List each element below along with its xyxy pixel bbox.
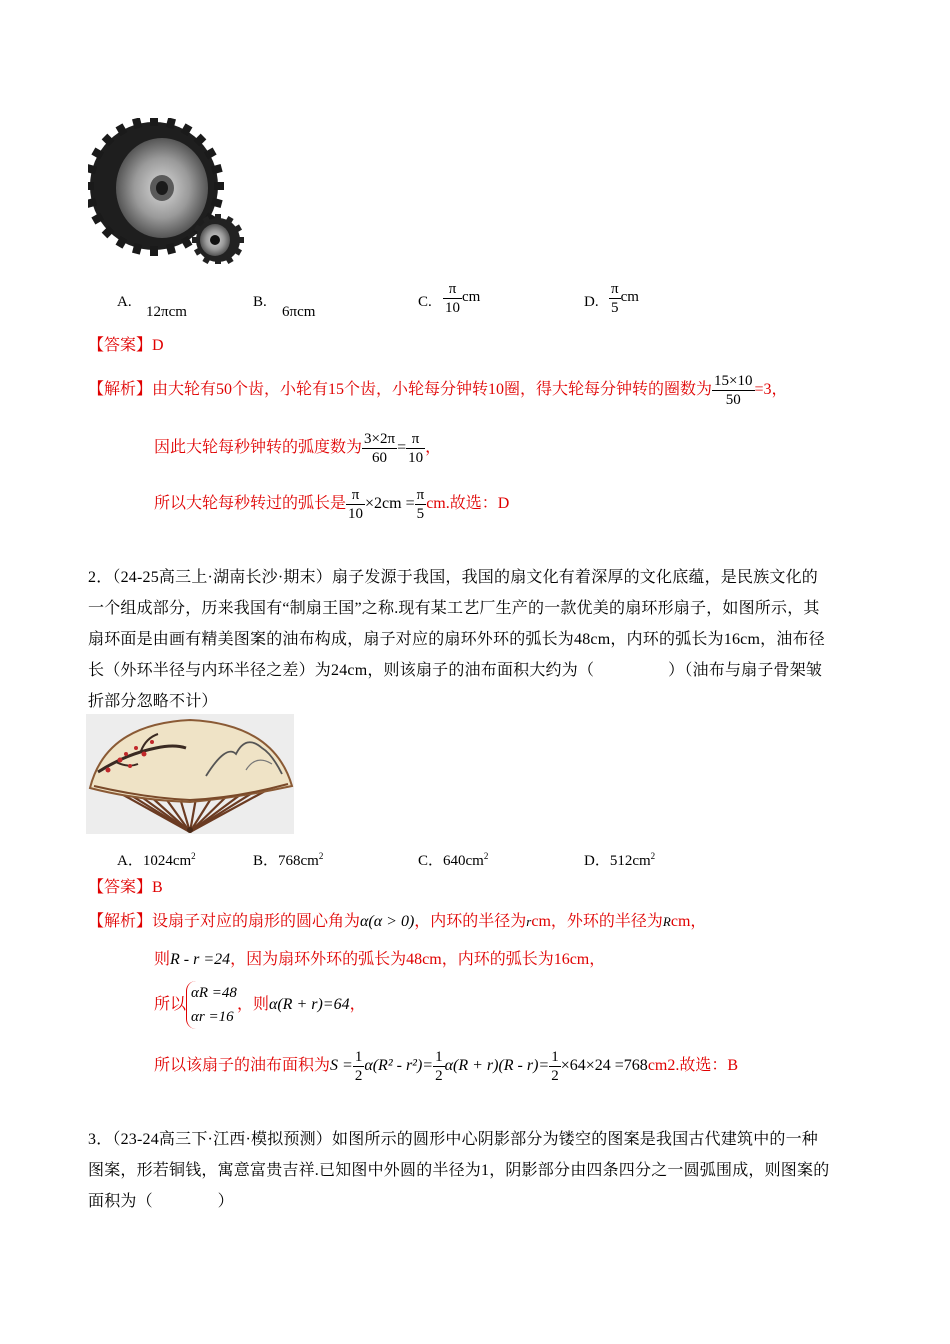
q1-analysis-line3: 所以大轮每秒转过的弧长是 $\frac{\pi}{10}$ ×2cm = $\frac{\pi}{5}$ cm.故选：D	[154, 486, 510, 522]
q2-option-b: B．$768cm^2$	[253, 851, 324, 869]
q2-line4: 长（外环半径与内环半径之差）为24cm，则该扇子的油布面积大约为（ ）（油布与扇子骨架皱	[88, 662, 823, 679]
q2-line3: 扇环面是由画有精美图案的油布构成，扇子对应的扇环外环的弧长为48cm，内环的弧长为16cm，油布径	[88, 631, 825, 648]
q2-option-d: D．$512cm^2$	[584, 851, 656, 869]
q2-line5: 折部分忽略不计）	[88, 693, 218, 710]
q3-question	[88, 1124, 863, 1217]
q2-analysis-line4: 所以该扇子的油布面积为S = $\frac{1}{2}$ α(R² - r²)= $\frac{1}{2}$ α(R + r)(R - r)= $\frac{1}{2}$ ×64×24 =768cm2.故选：B	[154, 1048, 739, 1084]
option-c	[418, 292, 432, 312]
fan-image	[86, 714, 294, 834]
q1-answer: 【答案】D	[88, 337, 164, 354]
q2-analysis-line3: 所以 αR =48 αr =16 ，则α(R + r)=64，	[154, 980, 366, 1030]
q2-option-a: A．$1024cm^2$	[117, 851, 196, 869]
analysis-label: 【解析】	[88, 381, 153, 398]
q1-analysis-line1: 【解析】由大轮有50个齿，小轮有15个齿，小轮每分钟转10圈，得大轮每分钟转的圈数为 $\frac{15\times 10}{50}$ =3，	[88, 372, 788, 408]
q3-line1: 3．（23-24高三下·江西·模拟预测）如图所示的圆形中心阴影部分为镂空的图案是我国古代建筑中的一种	[88, 1131, 819, 1148]
gear-image	[88, 118, 254, 264]
q1-analysis-line2: 因此大轮每秒钟转的弧度数为 $\frac{3\times 2\pi}{60}$ = $\frac{\pi}{10}$ ，	[154, 430, 442, 466]
option-letter: C.	[418, 294, 432, 310]
option-b	[253, 292, 267, 312]
q3-line2: 图案，形若铜钱，寓意富贵吉祥.已知图中外圆的半径为1，阴影部分由四条四分之一圆弧围成，则图案的	[88, 1162, 830, 1179]
option-letter: D.	[584, 294, 599, 310]
option-letter: B.	[253, 294, 267, 310]
option-a	[117, 292, 132, 312]
option-c-value: $\frac{\pi}{10}$ cm	[445, 281, 481, 316]
option-d-value: $\frac{\pi}{5}$ cm	[611, 281, 639, 316]
option-a-value: 12πcm	[146, 304, 187, 320]
option-letter: A.	[117, 294, 132, 310]
q2-answer: 【答案】B	[88, 879, 163, 896]
q2-option-c: C．$640cm^2$	[418, 851, 489, 869]
option-d	[584, 292, 599, 312]
q2-line1: 2．（24-25高三上·湖南长沙·期末）扇子发源于我国，我国的扇文化有着深厚的文化底蕴，是民族文化的	[88, 569, 819, 586]
q2-question	[88, 562, 863, 717]
q3-line3: 面积为（ ）	[88, 1193, 234, 1210]
option-b-value: 6πcm	[282, 304, 316, 320]
q2-analysis-line1: 【解析】设扇子对应的扇形的圆心角为α(α > 0)，内环的半径为rcm，外环的半径为Rcm，	[88, 913, 707, 930]
q2-analysis-line2: 则R - r =24，因为扇环外环的弧长为48cm，内环的弧长为16cm，	[154, 951, 606, 968]
q2-line2: 一个组成部分，历来我国有“制扇王国”之称.现有某工艺厂生产的一款优美的扇环形扇子，如图所示，其	[88, 600, 820, 617]
